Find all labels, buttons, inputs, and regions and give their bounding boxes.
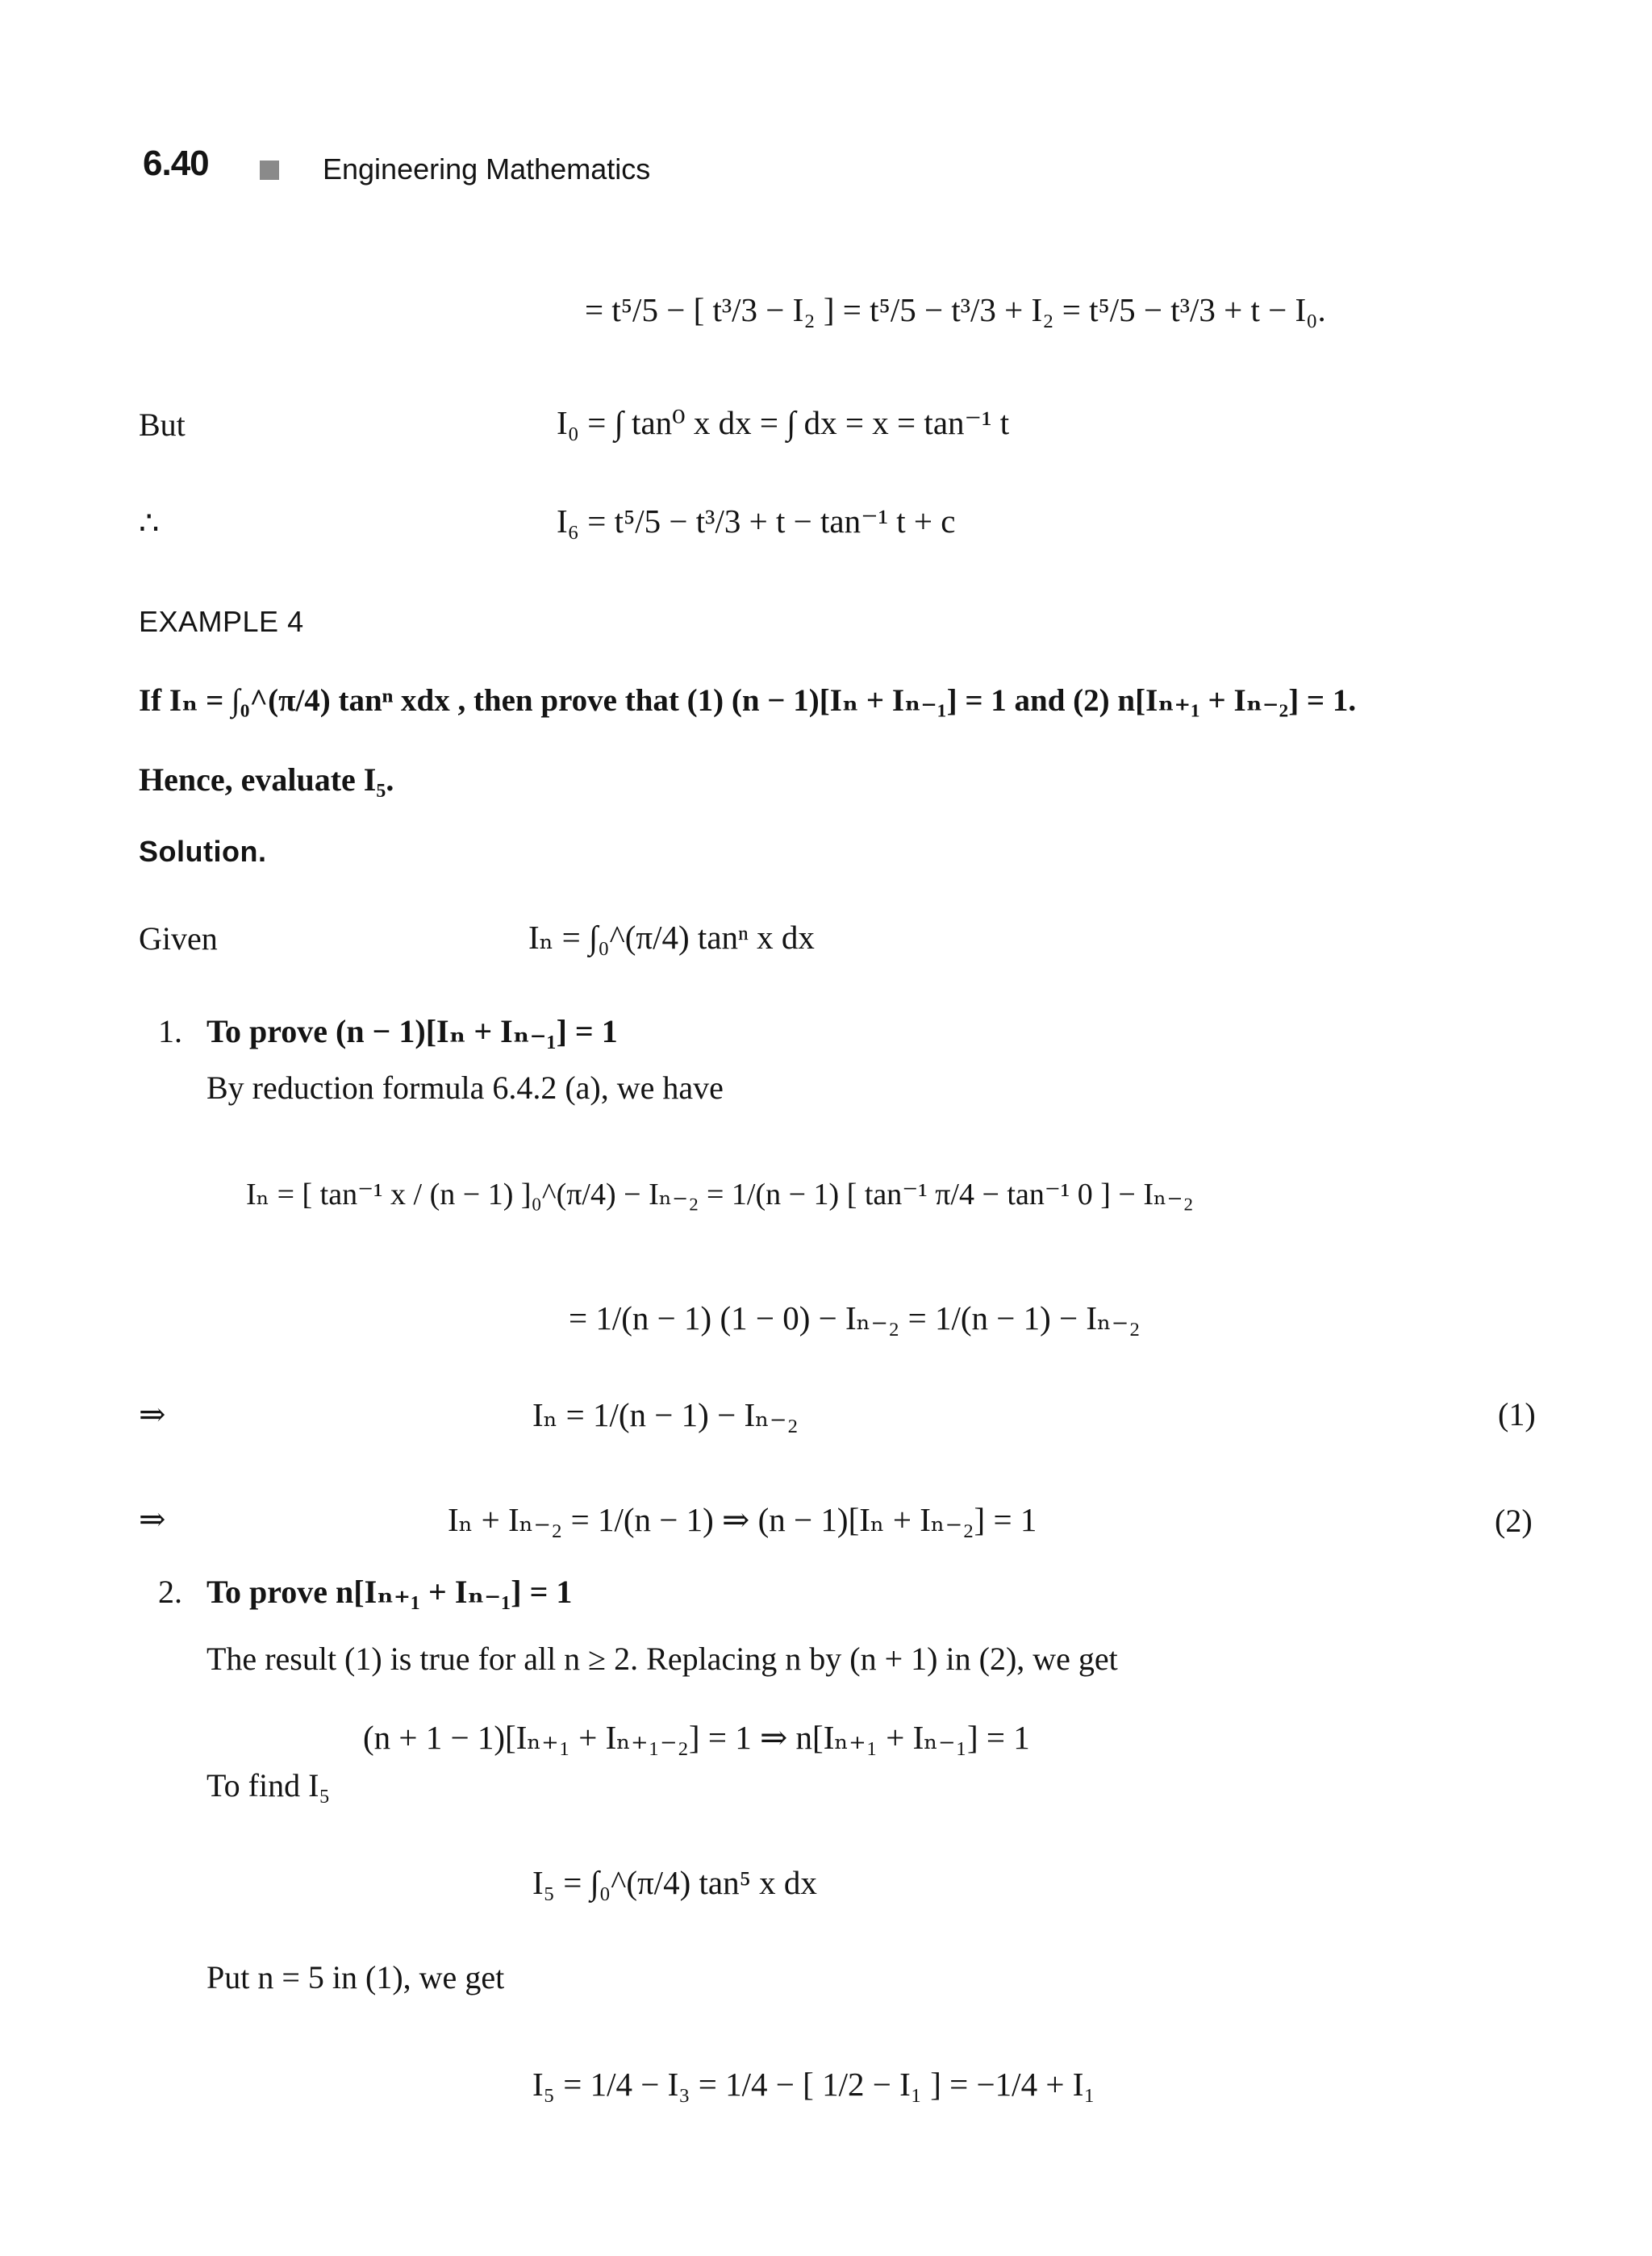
step2-text: The result (1) is true for all n ≥ 2. Replacing n by (n + 1) in (2), we get <box>206 1641 1118 1677</box>
to-find-i5: To find I₅ <box>206 1767 331 1804</box>
book-title: Engineering Mathematics <box>323 152 651 186</box>
equation-number-1: (1) <box>1498 1396 1536 1432</box>
example-statement: If Iₙ = ∫₀^(π/4) tanⁿ xdx , then prove that (1) (n − 1)[Iₙ + Iₙ₋₁] = 1 and (2) n[Iₙ₊₁ + Iₙ₋₂] = 1. <box>139 683 1357 718</box>
put-n-equals-5: Put n = 5 in (1), we get <box>206 1959 505 1995</box>
equation-i5-eval: I₅ = 1/4 − I₃ = 1/4 − [ 1/2 − I₁ ] = −1/4 + I₁ <box>532 2066 1095 2103</box>
step2-number: 2. <box>158 1574 182 1610</box>
step1-text: By reduction formula 6.4.2 (a), we have <box>206 1070 724 1106</box>
equation-number-2: (2) <box>1495 1503 1533 1539</box>
example-hence: Hence, evaluate I₅. <box>139 761 394 798</box>
label-implies-1: ⇒ <box>139 1396 166 1432</box>
equation-sum: Iₙ + Iₙ₋₂ = 1/(n − 1) ⇒ (n − 1)[Iₙ + Iₙ₋₂] = 1 <box>448 1501 1037 1538</box>
step1-title: To prove (n − 1)[Iₙ + Iₙ₋₁] = 1 <box>206 1013 618 1049</box>
equation-replace: (n + 1 − 1)[Iₙ₊₁ + Iₙ₊₁₋₂] = 1 ⇒ n[Iₙ₊₁ + Iₙ₋₁] = 1 <box>363 1719 1030 1756</box>
page-number: 6.40 <box>143 144 209 183</box>
equation-i0: I₀ = ∫ tan⁰ x dx = ∫ dx = x = tan⁻¹ t <box>557 404 1010 441</box>
equation-reduction-2: = 1/(n − 1) (1 − 0) − Iₙ₋₂ = 1/(n − 1) − Iₙ₋₂ <box>569 1299 1141 1337</box>
label-implies-2: ⇒ <box>139 1501 166 1537</box>
equation-i6: I₆ = t⁵/5 − t³/3 + t − tan⁻¹ t + c <box>557 502 956 540</box>
header-square-icon <box>260 161 279 180</box>
equation-in: Iₙ = 1/(n − 1) − Iₙ₋₂ <box>532 1396 799 1433</box>
step2-title: To prove n[Iₙ₊₁ + Iₙ₋₁] = 1 <box>206 1574 573 1610</box>
label-therefore: ∴ <box>139 505 160 541</box>
example-heading: EXAMPLE 4 <box>139 605 304 638</box>
equation-i5-integral: I₅ = ∫₀^(π/4) tan⁵ x dx <box>532 1864 817 1901</box>
solution-heading: Solution. <box>139 835 267 868</box>
label-given: Given <box>139 920 218 957</box>
equation-reduction-1: Iₙ = [ tan⁻¹ x / (n − 1) ]₀^(π/4) − Iₙ₋₂ = 1/(n − 1) [ tan⁻¹ π/4 − tan⁻¹ 0 ] − Iₙ₋₂ <box>246 1178 1194 1211</box>
step1-number: 1. <box>158 1013 182 1049</box>
label-but: But <box>139 407 186 443</box>
equation-given: Iₙ = ∫₀^(π/4) tanⁿ x dx <box>528 919 815 956</box>
equation-i4-continued: = t⁵/5 − [ t³/3 − I₂ ] = t⁵/5 − t³/3 + I₂ = t⁵/5 − t³/3 + t − I₀. <box>585 291 1326 328</box>
